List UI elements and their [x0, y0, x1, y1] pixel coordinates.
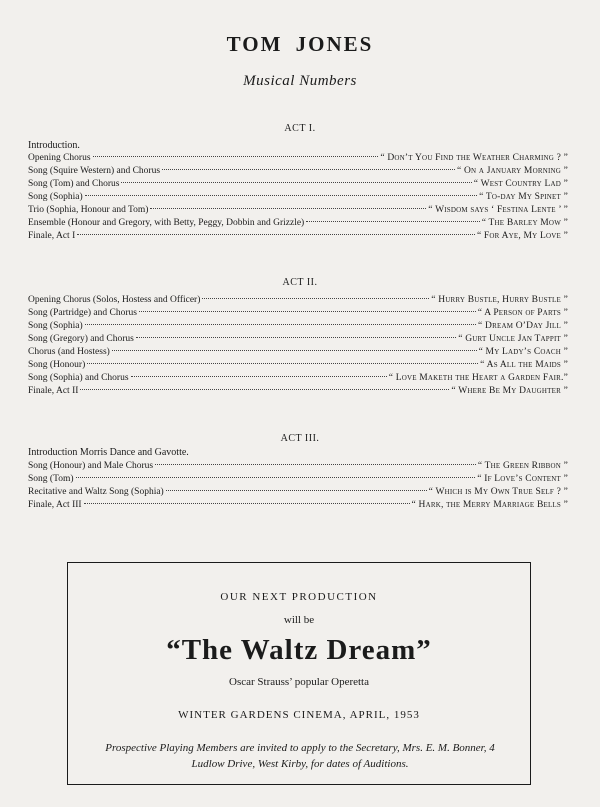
number-row	[28, 218, 568, 231]
song-title: “ As All the Maids ”	[480, 360, 568, 370]
song-title: “ The Barley Mow ”	[481, 218, 568, 228]
will-be-text: will be	[283, 614, 315, 626]
song-title: “ Hurry Bustle, Hurry Bustle ”	[431, 295, 568, 305]
dot-leader	[306, 221, 479, 222]
dot-leader	[85, 195, 477, 196]
song-title: “ If Love’s Content ”	[477, 474, 568, 484]
dot-leader	[87, 363, 478, 364]
number-row	[28, 386, 568, 399]
number-label: Opening Chorus (Solos, Hostess and Officer)	[28, 295, 201, 305]
number-row	[28, 205, 568, 218]
number-label: Song (Sophia)	[28, 321, 83, 331]
page-subtitle: Musical Numbers	[243, 73, 357, 89]
dot-leader	[136, 337, 456, 338]
number-row	[28, 500, 568, 513]
number-label: Song (Sophia) and Chorus	[28, 373, 129, 383]
number-label: Finale, Act II	[28, 386, 79, 396]
number-row	[28, 295, 568, 308]
song-title: “ Which is My Own True Self ? ”	[428, 487, 568, 497]
dot-leader	[80, 389, 449, 390]
number-label: Ensemble (Honour and Gregory, with Betty, Peggy, Dobbin and Grizzle)	[28, 218, 305, 228]
dot-leader	[139, 311, 476, 312]
number-row	[28, 474, 568, 487]
dot-leader	[202, 298, 429, 299]
dot-leader	[93, 156, 379, 157]
song-title: “ Gurt Uncle Jan Tappit ”	[458, 334, 568, 344]
number-label: Recitative and Waltz Song (Sophia)	[28, 487, 164, 497]
number-row	[28, 334, 568, 347]
next-production-heading: OUR NEXT PRODUCTION	[220, 591, 378, 603]
dot-leader	[76, 477, 476, 478]
song-title: “ West Country Lad ”	[473, 179, 568, 189]
number-label: Song (Sophia)	[28, 192, 83, 202]
venue-and-date: WINTER GARDENS CINEMA, APRIL, 1953	[178, 709, 420, 721]
number-label: Song (Squire Western) and Chorus	[28, 166, 161, 176]
number-label: Song (Gregory) and Chorus	[28, 334, 134, 344]
song-title: “ Where Be My Daughter ”	[451, 386, 568, 396]
auditions-note: Prospective Playing Members are invited to apply to the Secretary, Mrs. E. M. Bonner, 4 Ludlow Drive, West Kirby, for dates of Auditions.	[105, 742, 495, 770]
dot-leader	[166, 490, 427, 491]
song-title: “ A Person of Parts ”	[477, 308, 568, 318]
dot-leader	[155, 464, 476, 465]
number-label: Opening Chorus	[28, 153, 91, 163]
number-label: Chorus (and Hostess)	[28, 347, 110, 357]
dot-leader	[162, 169, 455, 170]
number-label: Song (Tom)	[28, 474, 74, 484]
number-row	[28, 166, 568, 179]
song-title: “ For Aye, My Love ”	[476, 231, 568, 241]
dot-leader	[131, 376, 387, 377]
dot-leader	[150, 208, 426, 209]
next-production-box	[67, 562, 531, 785]
number-row	[28, 321, 568, 334]
number-label: Song (Honour) and Male Chorus	[28, 461, 154, 471]
song-title: “ Don’t You Find the Weather Charming ? ”	[380, 153, 568, 163]
number-label: Song (Honour)	[28, 360, 86, 370]
number-row	[28, 461, 568, 474]
song-title: “ Hark, the Merry Marriage Bells ”	[411, 500, 568, 510]
number-row	[28, 347, 568, 360]
next-show-title: “The Waltz Dream”	[166, 634, 432, 666]
number-label: Finale, Act III	[28, 500, 82, 510]
dot-leader	[121, 182, 471, 183]
number-label: Finale, Act I	[28, 231, 76, 241]
number-row	[28, 360, 568, 373]
song-title: “ Love Maketh the Heart a Garden Fair.”	[388, 373, 568, 383]
song-title: “ The Green Ribbon ”	[477, 461, 568, 471]
dot-leader	[77, 234, 475, 235]
song-title: “ Wisdom says ‘ Festina Lente ’ ”	[428, 205, 568, 215]
number-row	[28, 192, 568, 205]
page-title: TOM JONES	[226, 32, 374, 56]
number-row	[28, 231, 568, 244]
number-row	[28, 308, 568, 321]
act-3-introduction: Introduction Morris Dance and Gavotte.	[28, 447, 189, 458]
number-row	[28, 179, 568, 192]
song-title: “ Dream O’Day Jill ”	[478, 321, 568, 331]
show-description: Oscar Strauss’ popular Operetta	[229, 676, 369, 688]
song-title: “ To-day My Spinet ”	[479, 192, 568, 202]
act-1-introduction: Introduction.	[28, 140, 80, 151]
dot-leader	[84, 503, 410, 504]
act-1-heading: ACT I.	[284, 123, 316, 134]
number-row	[28, 153, 568, 166]
act-3-heading: ACT III.	[280, 433, 320, 444]
dot-leader	[85, 324, 476, 325]
number-label: Song (Partridge) and Chorus	[28, 308, 137, 318]
number-label: Song (Tom) and Chorus	[28, 179, 120, 189]
number-row	[28, 373, 568, 386]
number-row	[28, 487, 568, 500]
number-label: Trio (Sophia, Honour and Tom)	[28, 205, 149, 215]
dot-leader	[112, 350, 477, 351]
song-title: “ On a January Morning ”	[456, 166, 568, 176]
song-title: “ My Lady’s Coach ”	[478, 347, 568, 357]
act-2-heading: ACT II.	[282, 277, 318, 288]
